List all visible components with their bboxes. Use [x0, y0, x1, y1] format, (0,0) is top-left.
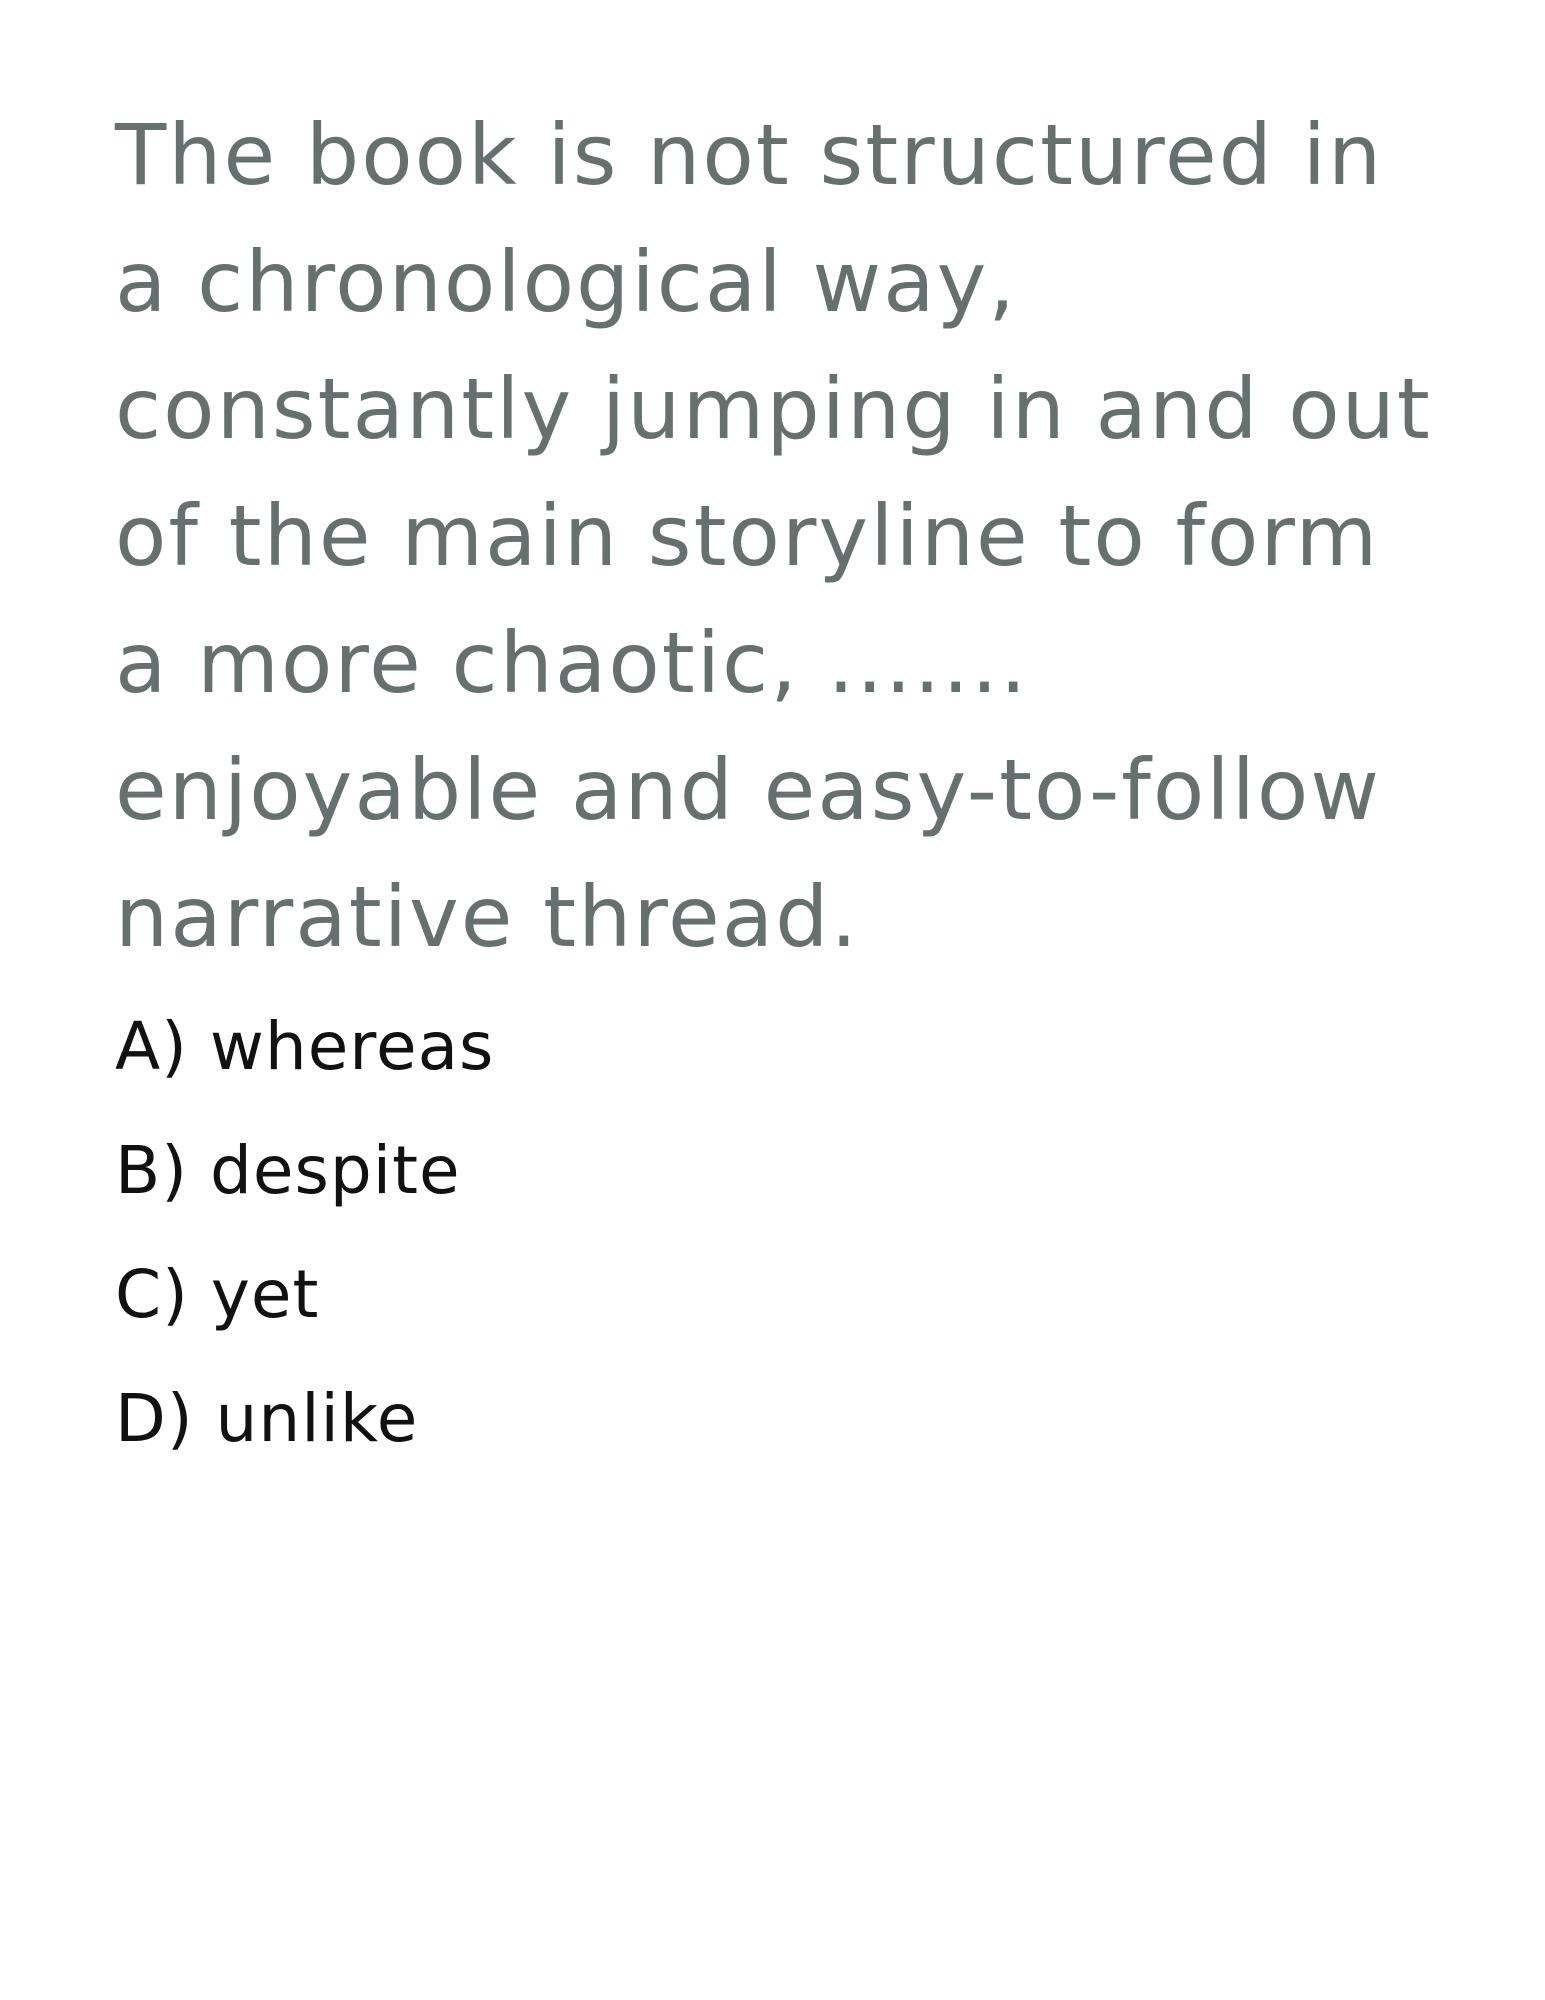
- option-a[interactable]: A) whereas: [115, 1008, 495, 1085]
- option-b[interactable]: B) despite: [115, 1132, 461, 1209]
- answer-options: [115, 985, 1445, 1481]
- question-text: The book is not structured in a chronological way, constantly jumping in and out of the main storyline to form a more chaotic, ....... enjoyable and easy-to-follow narrative thread.: [115, 106, 1432, 966]
- option-c[interactable]: C) yet: [115, 1256, 320, 1333]
- question-card: [115, 92, 1445, 1481]
- option-d[interactable]: D) unlike: [115, 1380, 419, 1457]
